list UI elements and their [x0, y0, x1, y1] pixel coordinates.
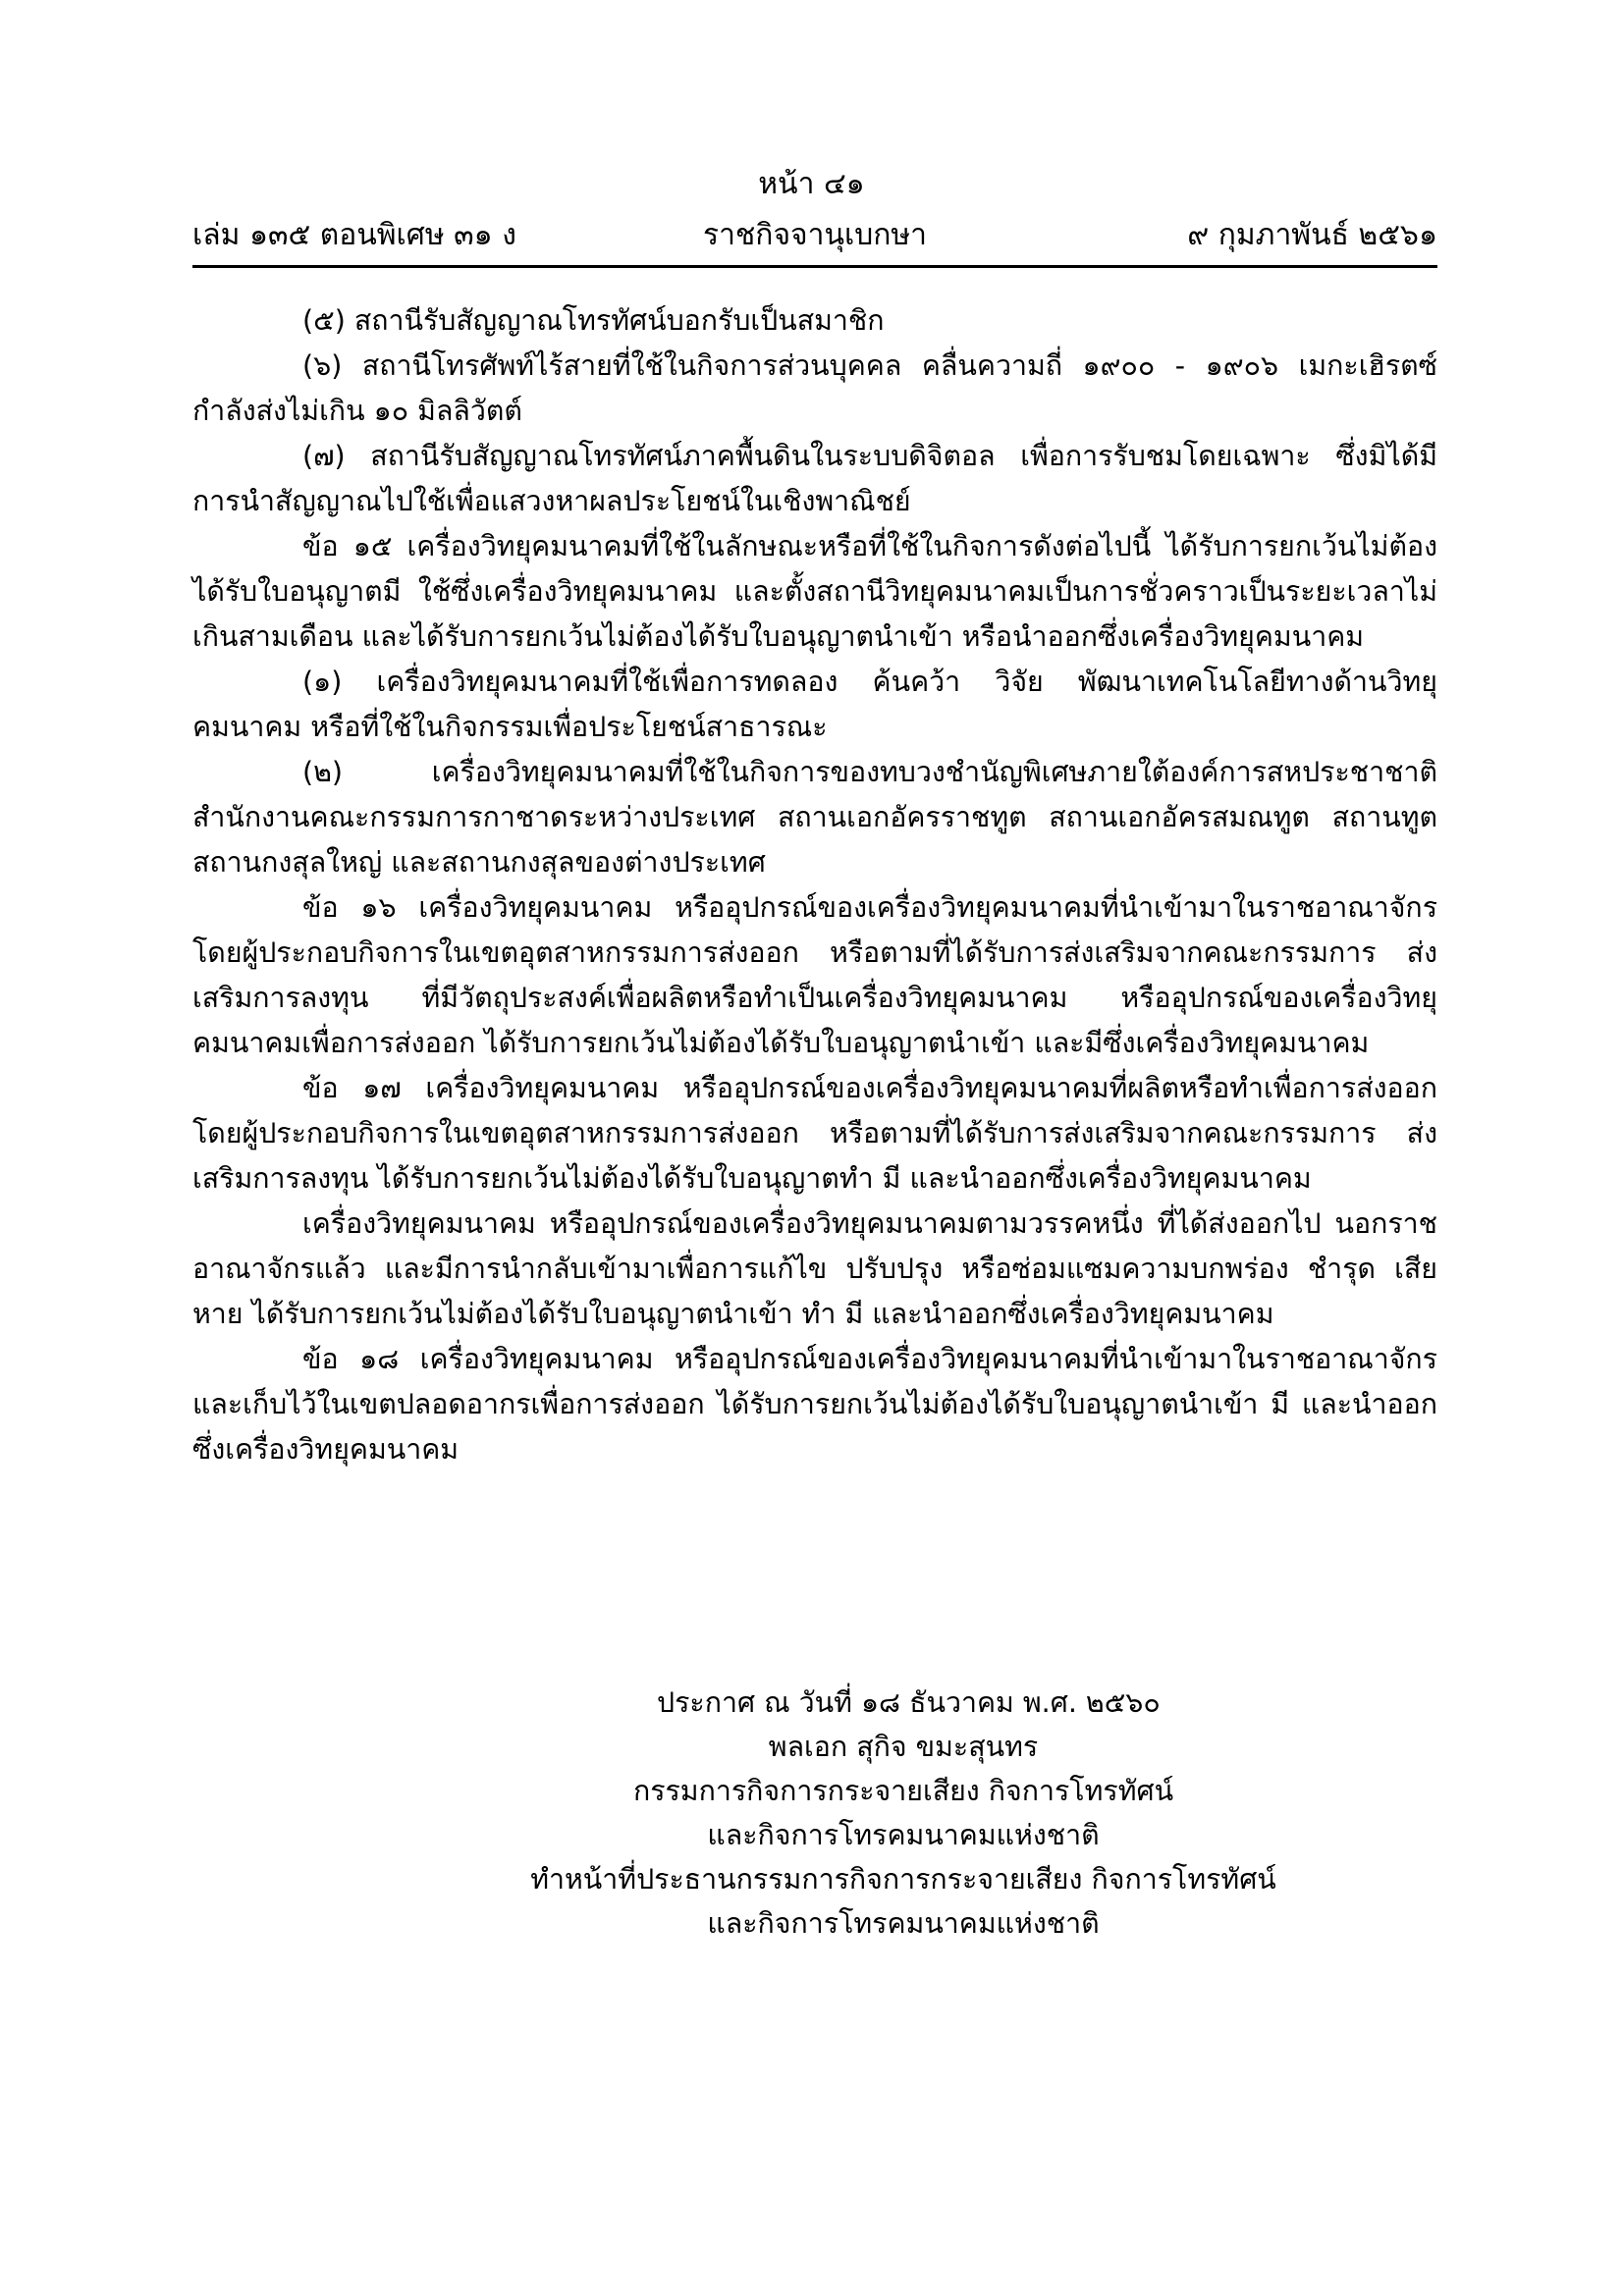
- paragraph: (๒) เครื่องวิทยุคมนาคมที่ใช้ในกิจการของทบวงชำนัญพิเศษภายใต้องค์การสหประชาชาติ สำนักงานคณะกรรมการกาชาดระหว่างประเทศ สถานเอกอัครราชทูต สถานเอกอัครสมณทูต สถานทูต สถานกงสุลใหญ่ และสถานกงสุลของต่างประเทศ: [192, 756, 1437, 879]
- paragraph: เครื่องวิทยุคมนาคม หรืออุปกรณ์ของเครื่องวิทยุคมนาคมตามวรรคหนึ่ง ที่ได้ส่งออกไป นอกราชอาณาจักรแล้ว และมีการนำกลับเข้ามาเพื่อการแก้ไข ปรับปรุง หรือซ่อมแซมความบกพร่อง ชำรุด เสียหาย ได้รับการยกเว้นไม่ต้องได้รับใบอนุญาตนำเข้า ทำ มี และนำออกซึ่งเครื่องวิทยุคมนาคม: [192, 1207, 1437, 1330]
- gazette-header: [192, 214, 1437, 257]
- publication-name: ราชกิจจานุเบกษา: [702, 218, 928, 252]
- paragraph: (๖) สถานีโทรศัพท์ไร้สายที่ใช้ในกิจการส่วนบุคคล คลื่นความถี่ ๑๙๐๐ - ๑๙๐๖ เมกะเฮิรตซ์ กำลังส่งไม่เกิน ๑๐ มิลลิวัตต์: [192, 349, 1437, 427]
- paragraph: ข้อ ๑๗ เครื่องวิทยุคมนาคม หรืออุปกรณ์ของเครื่องวิทยุคมนาคมที่ผลิตหรือทำเพื่อการส่งออก โดยผู้ประกอบกิจการในเขตอุตสาหกรรมการส่งออก หรือตามที่ได้รับการส่งเสริมจากคณะกรรมการ ส่งเสริมการลงทุน ได้รับการยกเว้นไม่ต้องได้รับใบอนุญาตทำ มี และนำออกซึ่งเครื่องวิทยุคมนาคม: [192, 1072, 1437, 1195]
- paragraph: (๗) สถานีรับสัญญาณโทรทัศน์ภาคพื้นดินในระบบดิจิตอล เพื่อการรับชมโดยเฉพาะ ซึ่งมิได้มีการนำสัญญาณไปใช้เพื่อแสวงหาผลประโยชน์ในเชิงพาณิชย์: [192, 440, 1437, 517]
- paragraph: ข้อ ๑๖ เครื่องวิทยุคมนาคม หรืออุปกรณ์ของเครื่องวิทยุคมนาคมที่นำเข้ามาในราชอาณาจักร โดยผู้ประกอบกิจการในเขตอุตสาหกรรมการส่งออก หรือตามที่ได้รับการส่งเสริมจากคณะกรรมการ ส่งเสริมการลงทุน ที่มีวัตถุประสงค์เพื่อผลิตหรือทำเป็นเครื่องวิทยุคมนาคม หรืออุปกรณ์ของเครื่องวิทยุ คมนาคมเพื่อการส่งออก ได้รับการยกเว้นไม่ต้องได้รับใบอนุญาตนำเข้า และมีซึ่งเครื่องวิทยุคมนาคม: [192, 891, 1437, 1059]
- document-body: [192, 298, 1437, 1472]
- paragraph: ข้อ ๑๕ เครื่องวิทยุคมนาคมที่ใช้ในลักษณะหรือที่ใช้ในกิจการดังต่อไปนี้ ได้รับการยกเว้นไม่ต้องได้รับใบอนุญาตมี ใช้ซึ่งเครื่องวิทยุคมนาคม และตั้งสถานีวิทยุคมนาคมเป็นการชั่วคราวเป็นระยะเวลาไม่เกินสามเดือน และได้รับการยกเว้นไม่ต้องได้รับใบอนุญาตนำเข้า หรือนำออกซึ่งเครื่องวิทยุคมนาคม: [192, 530, 1437, 653]
- paragraph: ข้อ ๑๘ เครื่องวิทยุคมนาคม หรืออุปกรณ์ของเครื่องวิทยุคมนาคมที่นำเข้ามาในราชอาณาจักร และเก็บไว้ในเขตปลอดอากรเพื่อการส่งออก ได้รับการยกเว้นไม่ต้องได้รับใบอนุญาตนำเข้า มี และนำออก ซึ่งเครื่องวิทยุคมนาคม: [192, 1343, 1437, 1466]
- signatory-title: ทำหน้าที่ประธานกรรมการกิจการกระจายเสียง กิจการโทรทัศน์: [530, 1863, 1276, 1896]
- signatory-title: และกิจการโทรคมนาคมแห่งชาติ: [707, 1907, 1100, 1940]
- paragraph: (๕) สถานีรับสัญญาณโทรทัศน์บอกรับเป็นสมาชิก: [302, 304, 885, 337]
- volume-issue: เล่ม ๑๓๕ ตอนพิเศษ ๓๑ ง: [192, 218, 516, 252]
- signatory-title: กรรมการกิจการกระจายเสียง กิจการโทรทัศน์: [632, 1775, 1174, 1807]
- publication-date: ๙ กุมภาพันธ์ ๒๕๖๑: [1187, 218, 1437, 252]
- announcement-date: ประกาศ ณ วันที่ ๑๘ ธันวาคม พ.ศ. ๒๕๖๐: [657, 1686, 1161, 1719]
- header-divider: [192, 265, 1437, 268]
- page-number: หน้า ๔๑: [758, 167, 865, 201]
- signatory-name: พลเอก สุกิจ ขมะสุนทร: [768, 1731, 1039, 1763]
- paragraph: (๑) เครื่องวิทยุคมนาคมที่ใช้เพื่อการทดลอง ค้นคว้า วิจัย พัฒนาเทคโนโลยีทางด้านวิทยุคมนาคม หรือที่ใช้ในกิจกรรมเพื่อประโยชน์สาธารณะ: [192, 666, 1437, 743]
- signature-block: [192, 1681, 1437, 1946]
- signatory-title: และกิจการโทรคมนาคมแห่งชาติ: [707, 1819, 1100, 1851]
